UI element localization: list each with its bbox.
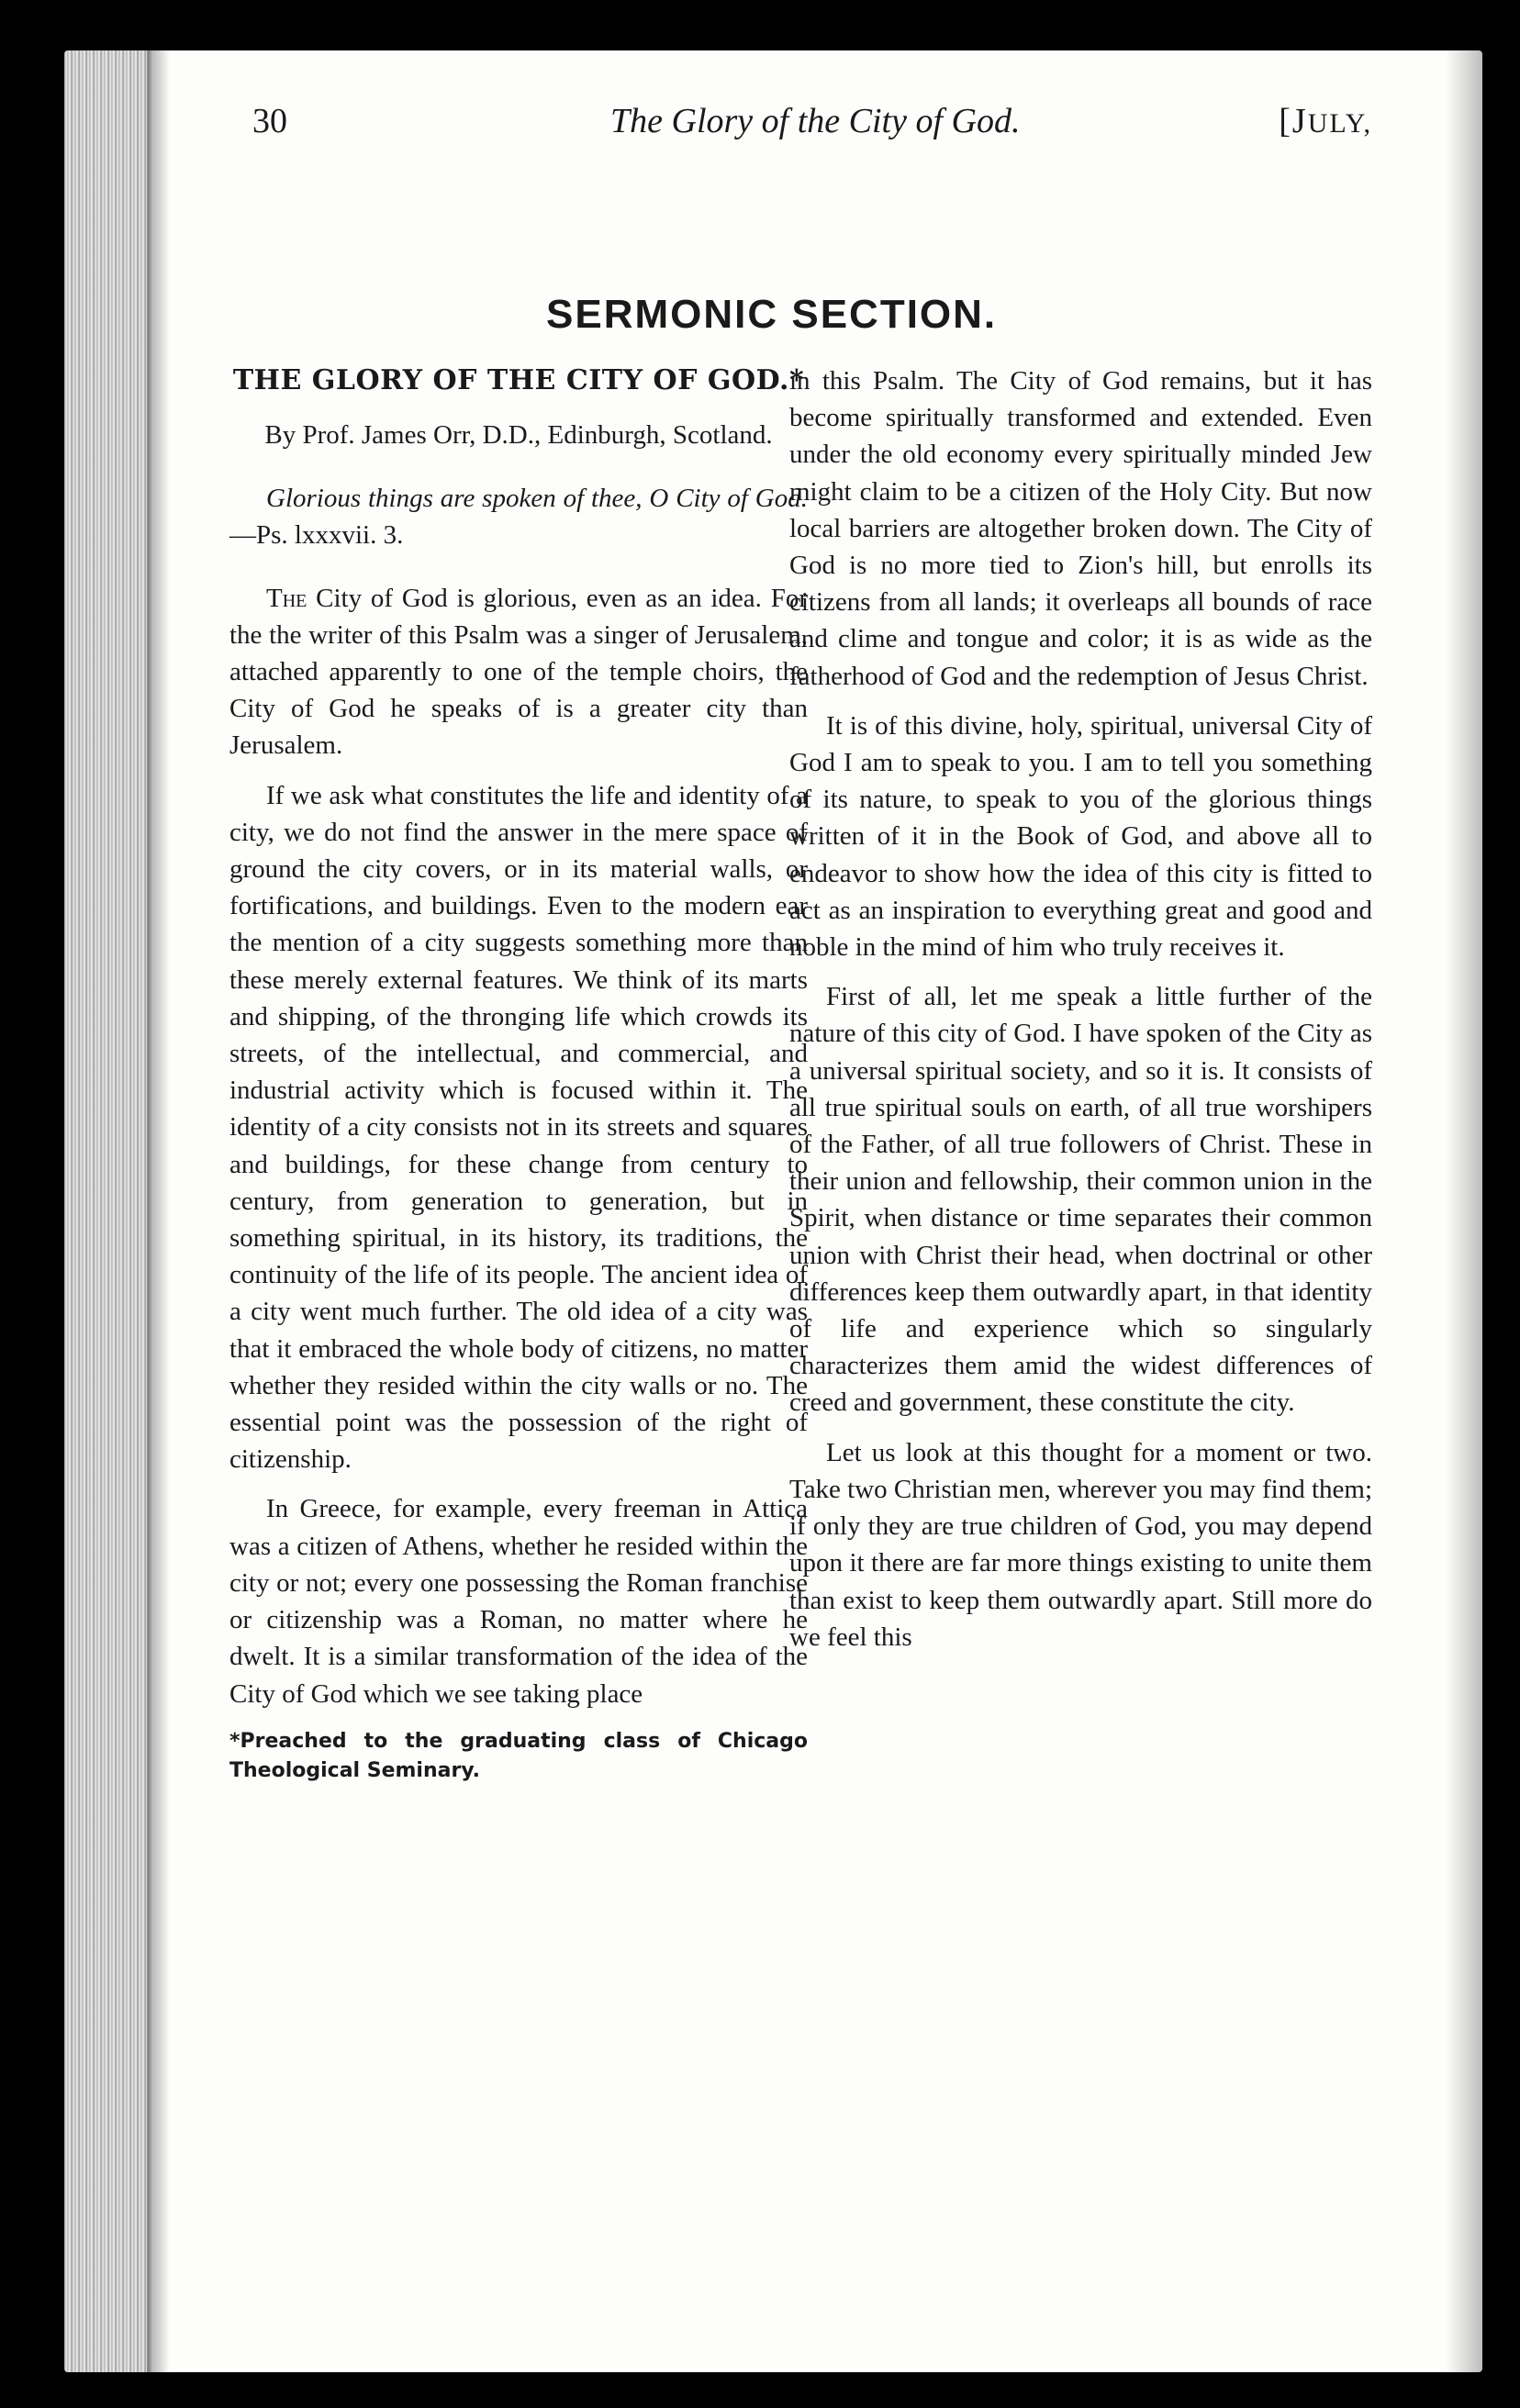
- gutter-shadow: [147, 50, 170, 2372]
- month-bracket: [J: [1279, 102, 1308, 140]
- right-edge-shadow: [1446, 50, 1482, 2372]
- paragraph: Let us look at this thought for a moment or two. Take two Christian men, wherever you may find them; if only they are true children of God, you may depend upon it there are far more things existing to unite them than exist to keep them outwardly apart. Still more do we feel this: [789, 1437, 1372, 1652]
- running-title: The Glory of the City of God.: [610, 102, 1021, 140]
- paragraph: in this Psalm. The City of God remains, but it has become spiritually transformed and extended. Even under the old economy every spiritually minded Jew might claim to be a citizen of the Holy City. But now local barriers are altogether broken down. The City of God is no more tied to Zion's hill, but enrolls its citizens from all lands; it overleaps all bounds of race and clime and tongue and color; it is as wide as the fatherhood of God and the redemption of Jesus Christ.: [789, 366, 1372, 691]
- running-head: [252, 101, 1372, 156]
- paragraph: [229, 580, 808, 764]
- epigraph-reference: —Ps. lxxxvii. 3.: [229, 520, 404, 551]
- epigraph: [229, 480, 808, 553]
- footnote: *Preached to the graduating class of Chicago Theological Seminary.: [229, 1729, 808, 1782]
- running-month: [1279, 101, 1372, 141]
- lead-word: The: [266, 583, 307, 613]
- article-title: THE GLORY OF THE CITY OF GOD.*: [232, 364, 805, 396]
- paragraph: It is of this divine, holy, spiritual, universal City of God I am to speak to you. I am to tell you something of its nature, to speak to you of the glorious things written of it in the Book of God, and above all to endeavor to show how the idea of this city is fitted to act as an inspiration to everything great and good and noble in the mind of him who truly receives it.: [789, 710, 1372, 963]
- section-title: SERMONIC SECTION.: [546, 292, 998, 337]
- epigraph-text: Glorious things are spoken of thee, O City of God.: [266, 484, 808, 514]
- paragraph-text: City of God is glorious, even as an idea. For the the writer of this Psalm was a singer of Jerusalem, attached apparently to one of the temple choirs, the City of God he speaks of is a greater city than Jerusalem.: [229, 583, 808, 761]
- page-number: 30: [252, 102, 287, 140]
- paragraph: In Greece, for example, every freeman in Attica was a citizen of Athens, whether he resided within the city or not; every one possessing the Roman franchise or citizenship was a Roman, no matter where he dwelt. It is a similar transformation of the idea of the City of God which we see taking place: [229, 1494, 808, 1709]
- left-column: [229, 362, 808, 1786]
- month-rest: ULY,: [1307, 108, 1372, 139]
- page-edge-stack: [64, 50, 151, 2372]
- paragraph: First of all, let me speak a little further of the nature of this city of God. I have spoken of the City as a universal spiritual society, and so it is. It consists of all true spiritual souls on earth, of all true worshipers of the Father, of all true followers of Christ. These in their union and fellowship, their common union in the Spirit, when distance or time separates their common union with Christ their head, when doctrinal or other differences keep them outwardly apart, in that identity of life and experience which so singularly characterizes them amid the widest differences of creed and government, these constitute the city.: [789, 982, 1372, 1418]
- right-column: [789, 362, 1372, 1656]
- byline: By Prof. James Orr, D.D., Edinburgh, Scotland.: [264, 420, 773, 451]
- paragraph: If we ask what constitutes the life and identity of a city, we do not find the answer in the mere space of ground the city covers, or in its material walls, or fortifications, and buildings. Even to the modern ear the mention of a city suggests something more than these merely external features. We think of its marts and shipping, of the thronging life which crowds its streets, of the intellectual, and commercial, and industrial activity which is focused within it. The identity of a city consists not in its streets and squares and buildings, for these change from century to century, from generation to generation, but in something spiritual, in its history, its traditions, the continuity of the life of its people. The ancient idea of a city went much further. The old idea of a city was that it embraced the whole body of citizens, no matter whether they resided within the city walls or no. The essential point was the possession of the right of citizenship.: [229, 780, 808, 1475]
